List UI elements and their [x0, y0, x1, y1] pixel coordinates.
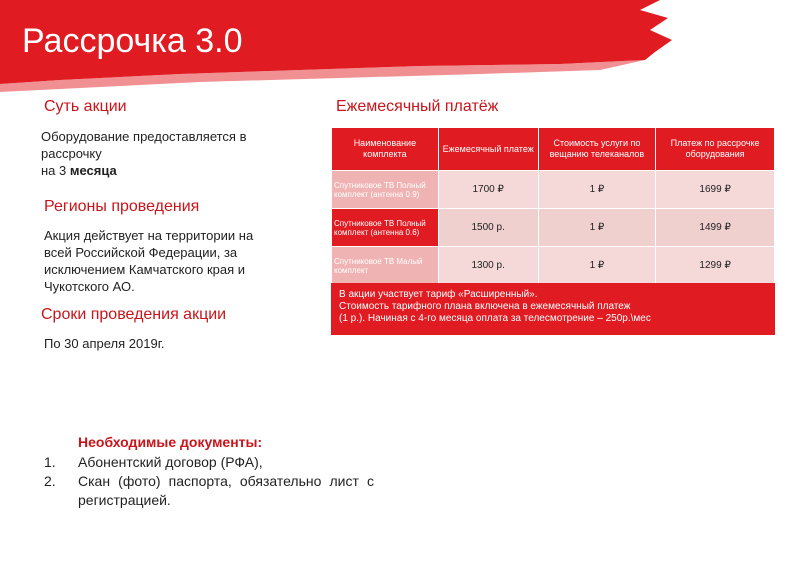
payment-table	[331, 127, 775, 285]
table-row	[332, 247, 775, 285]
cell-kit-name: Спутниковое ТВ Полный комплект (антенна 0.9)	[332, 171, 439, 209]
essence-line-3-prefix: на 3	[41, 163, 70, 178]
essence-line-3-bold: месяца	[69, 163, 117, 178]
table-row	[332, 209, 775, 247]
section-text-regions: Акция действует на территории на всей Российской Федерации, за исключением Камчатского края и Чукотского АО.	[44, 228, 254, 294]
section-text-dates: По 30 апреля 2019г.	[44, 336, 165, 351]
column-header-kit: Наименование комплекта	[332, 128, 439, 171]
document-item	[44, 472, 374, 510]
cell-monthly: 1700 ₽	[438, 171, 538, 209]
section-text-essence	[41, 128, 301, 179]
note-line-3: (1 р.). Начиная с 4-го месяца оплата за телесмотрение – 250р.\мес	[339, 313, 651, 324]
section-heading-monthly-payment: Ежемесячный платёж	[336, 98, 499, 115]
column-header-installment: Платеж по рассрочке оборудования	[656, 128, 775, 171]
cell-kit-name: Спутниковое ТВ Полный комплект (антенна 0.6)	[332, 209, 439, 247]
cell-installment: 1699 ₽	[656, 171, 775, 209]
essence-line-2: рассрочку	[41, 146, 102, 161]
cell-installment: 1499 ₽	[656, 209, 775, 247]
table-row	[332, 171, 775, 209]
cell-kit-name: Спутниковое ТВ Малый комплект	[332, 247, 439, 285]
document-text: Скан (фото) паспорта, обязательно лист с регистрацией.	[78, 473, 374, 508]
note-line-1: В акции участвует тариф «Расширенный».	[339, 289, 538, 300]
cell-monthly: 1300 р.	[438, 247, 538, 285]
document-number: 2.	[44, 473, 56, 489]
cell-service: 1 ₽	[538, 209, 656, 247]
column-header-monthly: Ежемесячный платеж	[438, 128, 538, 171]
column-header-service: Стоимость услуги по вещанию телеканалов	[538, 128, 656, 171]
note-line-2: Стоимость тарифного плана включена в ежемесячный платеж	[339, 301, 631, 312]
section-heading-essence: Суть акции	[44, 98, 127, 115]
cell-service: 1 ₽	[538, 171, 656, 209]
section-heading-dates: Сроки проведения акции	[41, 306, 227, 323]
documents-list	[44, 453, 374, 510]
essence-line-3	[41, 162, 301, 179]
document-number: 1.	[44, 454, 56, 470]
page-title: Рассрочка 3.0	[22, 22, 243, 60]
document-text: Абонентский договор (РФА),	[78, 454, 263, 470]
table-header-row	[332, 128, 775, 171]
cell-monthly: 1500 р.	[438, 209, 538, 247]
cell-service: 1 ₽	[538, 247, 656, 285]
document-item	[44, 453, 374, 472]
documents-heading: Необходимые документы:	[78, 434, 263, 450]
tariff-note	[331, 283, 775, 335]
essence-line-1: Оборудование предоставляется в	[41, 129, 247, 144]
cell-installment: 1299 ₽	[656, 247, 775, 285]
section-heading-regions: Регионы проведения	[44, 198, 200, 215]
